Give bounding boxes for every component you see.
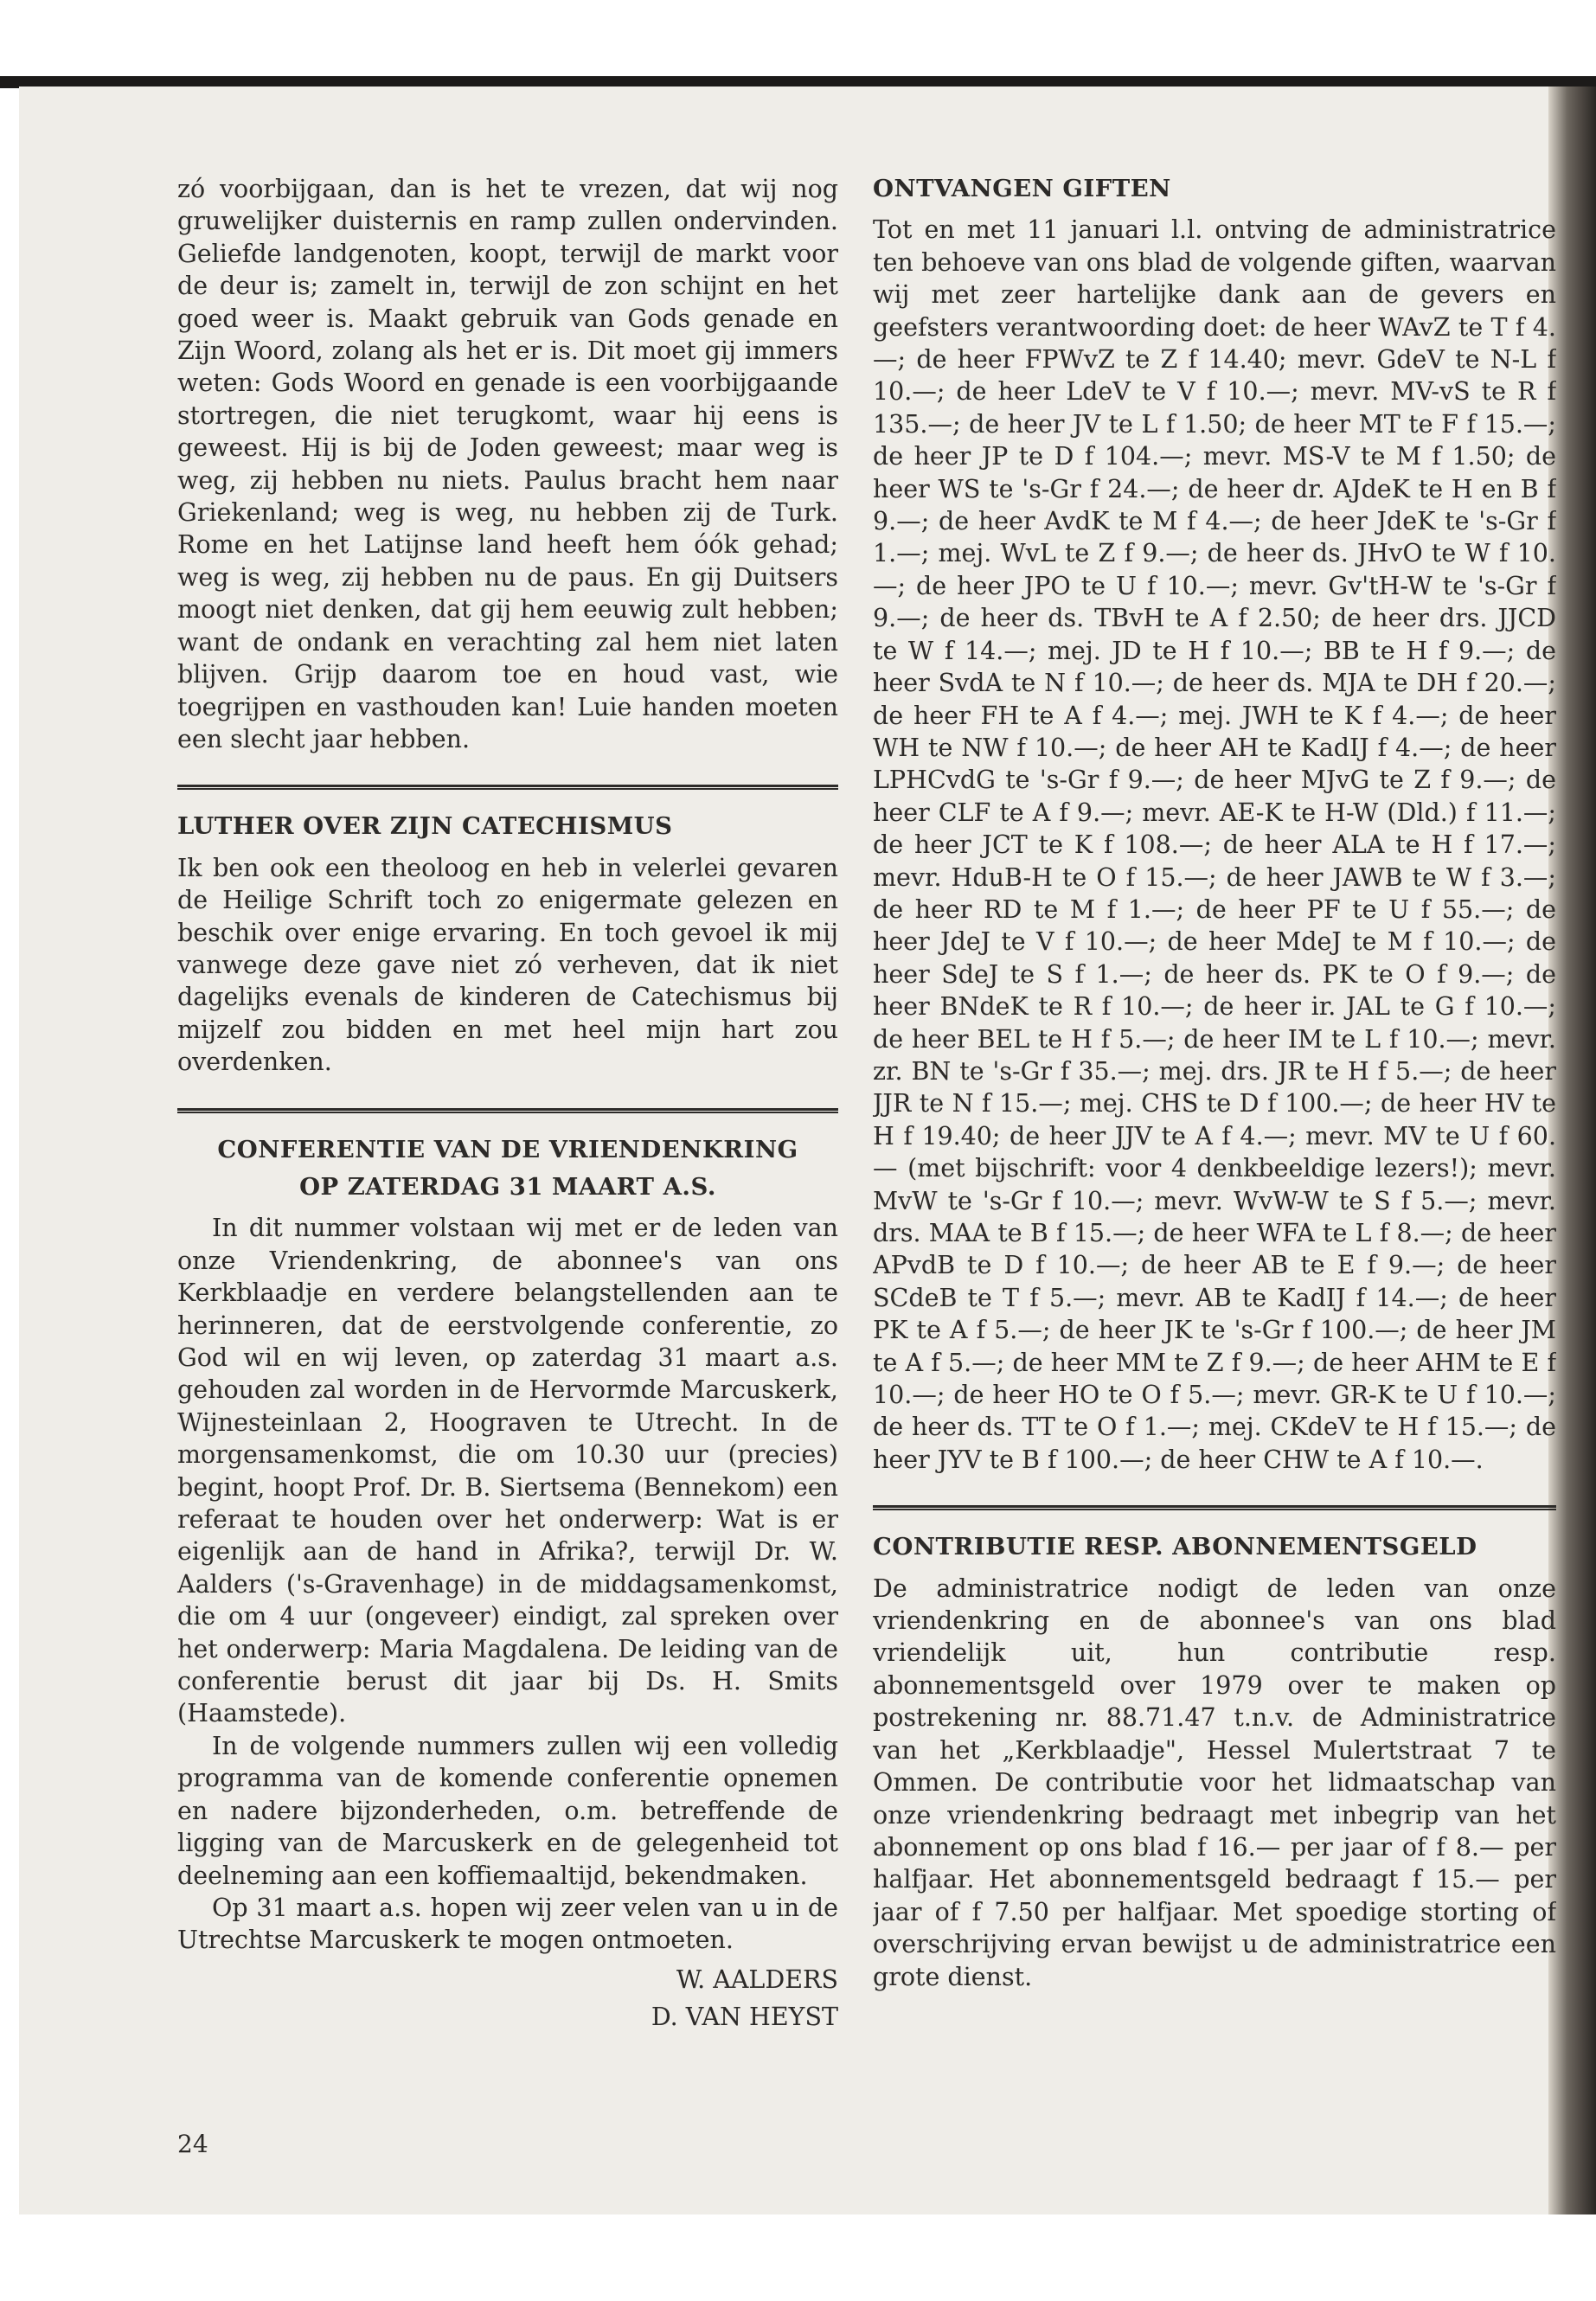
page-number: 24 <box>177 2130 208 2158</box>
luther-body: Ik ben ook een theoloog en heb in velerlei gevaren de Heilige Schrift toch zo enigermate gelezen en beschik over enige ervaring. En toch gevoel ik mij vanwege deze gave niet zó verheven, dat ik niet dagelijks evenals de kinderen de Catechismus bij mijzelf zou bidden en met heel mijn hart zou overdenken. <box>177 853 838 1077</box>
signature-aalders: W. AALDERS <box>676 1965 838 1994</box>
bottom-margin <box>0 2214 1596 2301</box>
conferentie-paragraph-1: In dit nummer volstaan wij met er de leden van onze Vriendenkring, de abonnee's van ons Kerkblaadje en verdere belangstellenden aan te herinneren, dat de eerstvolgende conferentie, zo God wil en wij leven, op zaterdag 31 maart a.s. gehouden zal worden in de Hervormde Marcuskerk, Wijnesteinlaan 2, Hoograven te Utrecht. In de morgensamenkomst, die om 10.30 uur (precies) begint, hoopt Prof. Dr. B. Siertsema (Bennekom) een referaat te houden over het onderwerp: Wat is er eigenlijk aan de hand in Afrika?, terwijl Dr. W. Aalders ('s-Gravenhage) in de middagsamenkomst, die om 4 uur (ongeveer) eindigt, zal spreken over het onderwerp: Maria Magdalena. De leiding van de conferentie berust dit jaar bij Ds. H. Smits (Haamstede). <box>177 1214 838 1728</box>
contributie-heading: CONTRIBUTIE RESP. ABONNEMENTSGELD <box>873 1533 1477 1561</box>
giften-body: Tot en met 11 januari l.l. ontving de administratrice ten behoeve van ons blad de volgende giften, waarvan wij met zeer hartelijke dank aan de gevers en geefsters verantwoording doet: de heer WAvZ te T f 4.—; de heer FPWvZ te Z f 14.40; mevr. GdeV te N-L f 10.—; de heer LdeV te V f 10.—; mevr. MV-vS te R f 135.—; de heer JV te L f 1.50; de heer MT te F f 15.—; de heer JP te D f 104.—; mevr. MS-V te M f 1.50; de heer WS te 's-Gr f 24.—; de heer dr. AJdeK te H en B f 9.—; de heer AvdK te M f 4.—; de heer JdeK te 's-Gr f 1.—; mej. WvL te Z f 9.—; de heer ds. JHvO te W f 10.—; de heer JPO te U f 10.—; mevr. Gv'tH-W te 's-Gr f 9.—; de heer ds. TBvH te A f 2.50; de heer drs. JJCD te W f 14.—; mej. JD te H f 10.—; BB te H f 9.—; de heer SvdA te N f 10.—; de heer ds. MJA te DH f 20.—; de heer FH te A f 4.—; mej. JWH te K f 4.—; de heer WH te NW f 10.—; de heer AH te KadIJ f 4.—; de heer LPHCvdG te 's-Gr f 9.—; de heer MJvG te Z f 9.—; de heer CLF te A f 9.—; mevr. AE-K te H-W (Dld.) f 11.—; de heer JCT te K f 108.—; de heer ALA te H f 17.—; mevr. HduB-H te O f 15.—; de heer JAWB te W f 3.—; de heer RD te M f 1.—; de heer PF te U f 55.—; de heer JdeJ te V f 10.—; de heer MdeJ te M f 10.—; de heer SdeJ te S f 1.—; de heer ds. PK te O f 9.—; de heer BNdeK te R f 10.—; de heer ir. JAL te G f 10.—; de heer BEL te H f 5.—; de heer IM te L f 10.—; mevr. zr. BN te 's-Gr f 35.—; mej. drs. JR te H f 5.—; de heer JJR te N f 15.—; mej. CHS te D f 100.—; de heer HV te H f 19.40; de heer JJV te A f 4.—; mevr. MV te U f 60.— (met bijschrift: voor 4 denkbeeldige lezers!); mevr. MvW te 's-Gr f 10.—; mevr. WvW-W te S f 5.—; mevr. drs. MAA te B f 15.—; de heer WFA te L f 8.—; de heer APvdB te D f 10.—; de heer AB te E f 9.—; de heer SCdeB te T f 5.—; mevr. AB te KadIJ f 14.—; de heer PK te A f 5.—; de heer JK te 's-Gr f 100.—; de heer JM te A f 5.—; de heer MM te Z f 9.—; de heer AHM te E f 10.—; de heer HO te O f 5.—; mevr. GR-K te U f 10.—; de heer ds. TT te O f 1.—; mej. CKdeV te H f 15.—; de heer JYV te B f 100.—; de heer CHW te A f 10.—. <box>873 215 1556 1474</box>
left-column <box>177 173 838 2034</box>
conferentie-heading-line2: OP ZATERDAG 31 MAART A.S. <box>299 1172 716 1201</box>
intro-paragraph: zó voorbijgaan, dan is het te vrezen, dat wij nog gruwelijker duisternis en ramp zullen ondervinden. Geliefde landgenoten, koopt, terwijl de markt voor de deur is; zamelt in, terwijl de zon schijnt en het goed weer is. Maakt gebruik van Gods genade en Zijn Woord, zolang als het er is. Dit moet gij immers weten: Gods Woord en genade is een voorbijgaande stortregen, die niet terugkomt, waar hij eens is geweest. Hij is bij de Joden geweest; maar weg is weg, zij hebben nu niets. Paulus bracht hem naar Griekenland; weg is weg, nu hebben zij de Turk. Rome en het Latijnse land heeft hem óók gehad; weg is weg, zij hebben nu de paus. En gij Duitsers moogt niet denken, dat gij hem eeuwig zult hebben; want de ondank en verachting zal hem niet laten blijven. Grijp daarom toe en houd vast, wie toegrijpen en vasthouden kan! Luie handen moeten een slecht jaar hebben. <box>177 175 838 753</box>
conferentie-heading-line1: CONFERENTIE VAN DE VRIENDENKRING <box>217 1135 798 1163</box>
giften-heading: ONTVANGEN GIFTEN <box>873 175 1171 202</box>
conferentie-paragraph-3: Op 31 maart a.s. hopen wij zeer velen van u in de Utrechtse Marcuskerk te mogen ontmoeten. <box>177 1893 838 1955</box>
signature-van-heyst: D. VAN HEYST <box>651 2003 838 2032</box>
top-margin <box>0 0 1596 78</box>
luther-heading: LUTHER OVER ZIJN CATECHISMUS <box>177 812 673 841</box>
contributie-body: De administratrice nodigt de leden van onze vriendenkring en de abonnee's van ons blad vriendelijk uit, hun contributie resp. abonnementsgeld over 1979 over te maken op postrekening nr. 88.71.47 t.n.v. de Administratrice van het „Kerkblaadje", Hessel Mulertstraat 7 te Ommen. De contributie voor het lidmaatschap van onze vriendenkring bedraagt met inbegrip van het abonnement op ons blad f 16.— per jaar of f 8.— per halfjaar. Het abonnementsgeld bedraagt f 15.— per jaar of f 7.50 per halfjaar. Met spoedige storting of overschrijving ervan bewijst u de administratrice een grote dienst. <box>873 1574 1556 1991</box>
conferentie-paragraph-2: In de volgende nummers zullen wij een volledig programma van de komende conferentie opnemen en nadere bijzonderheden, o.m. betreffende de ligging van de Marcuskerk en de gelegenheid tot deelneming aan een koffiemaaltijd, bekendmaken. <box>177 1731 838 1890</box>
right-column <box>873 173 1556 1993</box>
